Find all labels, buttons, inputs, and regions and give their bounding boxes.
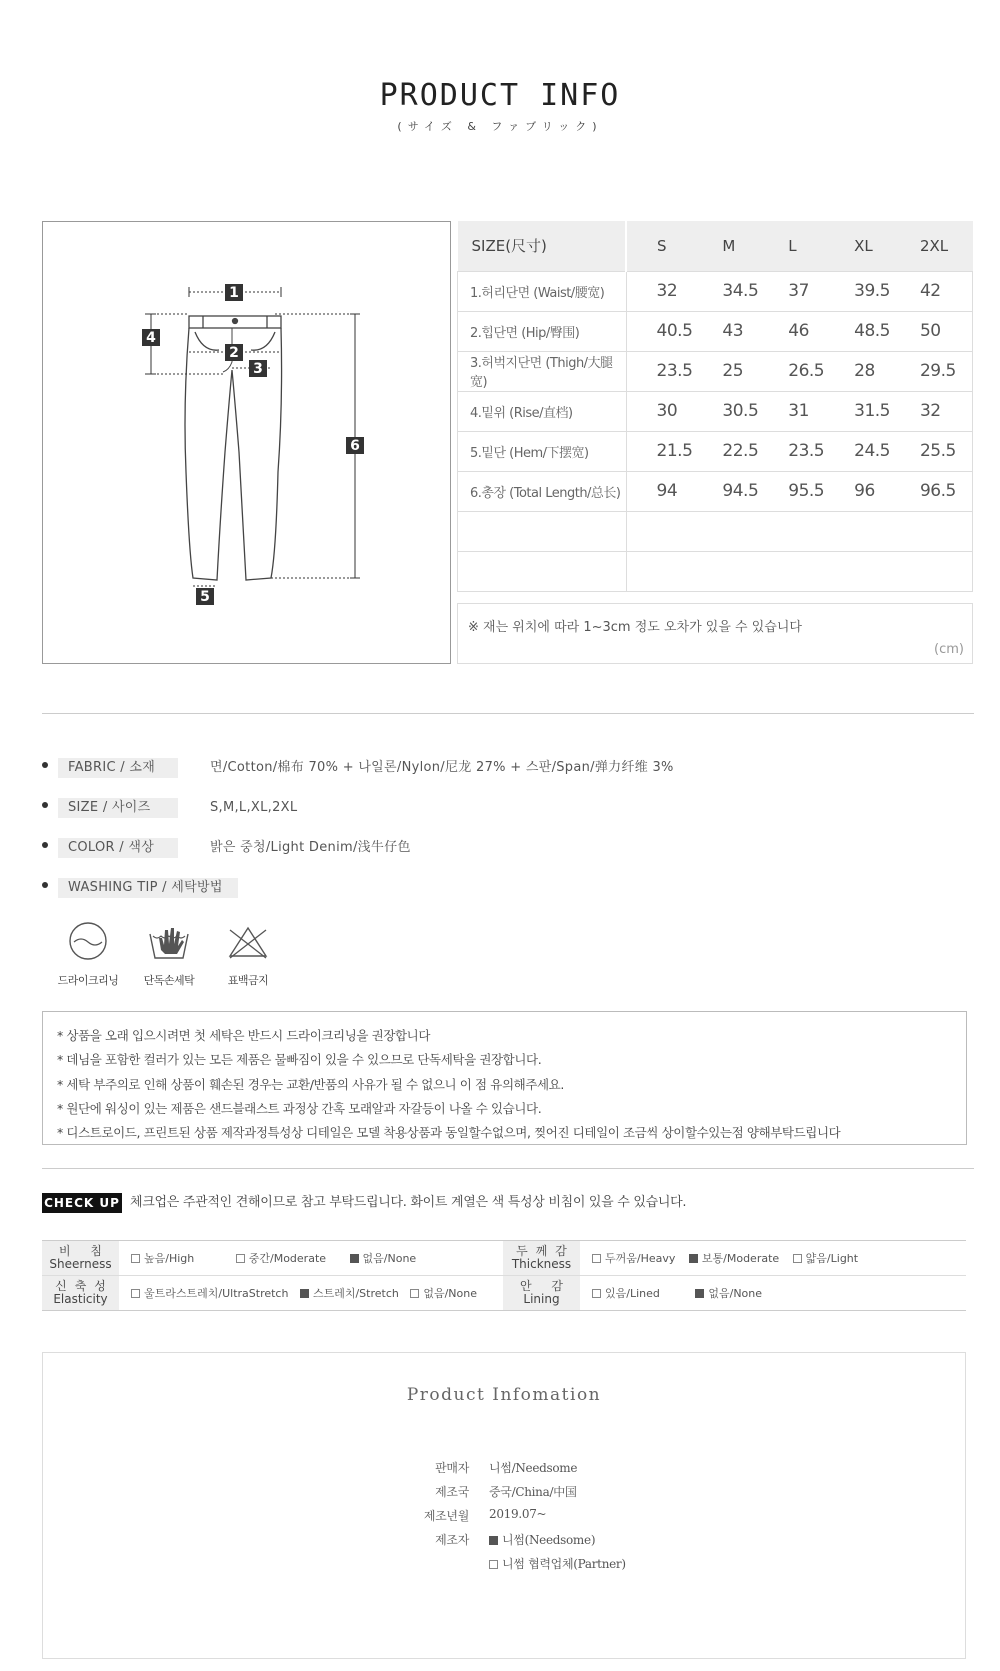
fabric-row (42, 758, 974, 778)
checkbox-icon (410, 1289, 419, 1298)
cell: 26.5 (758, 351, 824, 391)
size-header-xl: XL (824, 221, 890, 271)
wash-label: 표백금지 (227, 974, 269, 987)
elasticity-option-stretch: 스트레치/Stretch (300, 1285, 399, 1301)
table-row (42, 1276, 966, 1311)
checkbox-checked-icon (695, 1289, 704, 1298)
unit-label: (cm) (934, 642, 964, 657)
sheerness-en: Sheerness (49, 1257, 112, 1271)
hand-wash-icon (147, 920, 191, 962)
table-row-empty (458, 511, 973, 551)
table-row (458, 271, 973, 311)
checkbox-icon (489, 1560, 498, 1569)
checkbox-checked-icon (350, 1254, 359, 1263)
checkbox-icon (131, 1254, 140, 1263)
divider (42, 1168, 974, 1169)
sheerness-option-none: 없음/None (350, 1250, 417, 1266)
size-label: SIZE / 사이즈 (58, 798, 178, 818)
care-note: * 원단에 워싱이 있는 제품은 샌드블래스트 과정상 간혹 모래알과 자갈등이 나올 수 있습니다. (57, 1100, 542, 1116)
maker-row (43, 1531, 965, 1551)
page-subtitle: (サイズ & ファブリック) (397, 120, 603, 133)
fabric-value: 면/Cotton/棉布 70% + 나일론/Nylon/尼龙 27% + 스판/Span/弹力纤维 3% (210, 760, 674, 775)
cell: 24.5 (824, 431, 890, 471)
cell: 94 (626, 471, 692, 511)
checkup-text: 체크업은 주관적인 견해이므로 참고 부탁드립니다. 화이트 계열은 색 특성상 비침이 있을 수 있습니다. (130, 1195, 687, 1210)
thickness-options (580, 1241, 966, 1276)
color-label: COLOR / 색상 (58, 838, 178, 858)
marker-3 (249, 360, 267, 377)
country-value: 중국/China/中国 (489, 1485, 577, 1499)
checkbox-icon (131, 1289, 140, 1298)
cell: 94.5 (692, 471, 758, 511)
lining-ko: 안 감 (520, 1279, 571, 1293)
checkbox-icon (592, 1289, 601, 1298)
thickness-en: Thickness (511, 1257, 572, 1271)
cell: 96.5 (890, 471, 973, 511)
thickness-option-heavy: 두꺼움/Heavy (592, 1250, 675, 1266)
row-label: 4.밑위 (Rise/直档) (458, 391, 627, 431)
wash-item-no-bleach (208, 920, 288, 988)
care-notes-box (42, 1011, 967, 1145)
size-header-label: SIZE(尺寸) (458, 221, 627, 271)
thickness-header (503, 1241, 580, 1276)
elasticity-en: Elasticity (53, 1292, 108, 1306)
cell: 32 (890, 391, 973, 431)
cell: 40.5 (626, 311, 692, 351)
sheerness-header (42, 1241, 119, 1276)
left-pocket (195, 332, 219, 350)
elasticity-header (42, 1276, 119, 1311)
cell: 46 (758, 311, 824, 351)
marker-6 (346, 437, 364, 454)
seller-row (43, 1459, 965, 1479)
svg-text:6: 6 (350, 438, 360, 454)
country-row (43, 1483, 965, 1503)
table-row (458, 391, 973, 431)
row-label: 2.힙단면 (Hip/臀围) (458, 311, 627, 351)
size-header-l: L (758, 221, 824, 271)
marker-1 (225, 284, 243, 301)
elasticity-ko: 신축성 (55, 1279, 114, 1293)
size-table-header (458, 221, 973, 271)
washing-label: WASHING TIP / 세탁방법 (58, 878, 238, 898)
cell: 42 (890, 271, 973, 311)
wash-label: 드라이크리닝 (57, 974, 119, 987)
pants-illustration (43, 222, 452, 665)
care-note: * 상품을 오래 입으시려면 첫 세탁은 반드시 드라이크리닝을 권장합니다 (57, 1028, 431, 1043)
cell: 30.5 (692, 391, 758, 431)
checkbox-checked-icon (300, 1289, 309, 1298)
maker-value-1: 니썸(Needsome) (489, 1531, 595, 1548)
maker-key: 제조자 (435, 1533, 469, 1547)
checkup-badge: CHECK UP (42, 1193, 122, 1213)
svg-text:2: 2 (229, 345, 239, 361)
right-pocket (251, 332, 275, 350)
checkbox-icon (793, 1254, 802, 1263)
bullet-icon (42, 842, 48, 848)
size-header-2xl: 2XL (890, 221, 973, 271)
svg-text:3: 3 (253, 361, 263, 377)
product-information-box (42, 1352, 966, 1659)
cell: 28 (824, 351, 890, 391)
checkbox-checked-icon (489, 1536, 498, 1545)
measurement-note-text: ※ 재는 위치에 따라 1~3cm 정도 오차가 있을 수 있습니다 (468, 620, 802, 635)
lining-en: Lining (523, 1292, 560, 1306)
cell: 34.5 (692, 271, 758, 311)
svg-text:4: 4 (146, 330, 156, 346)
lining-options (580, 1276, 966, 1311)
cell: 39.5 (824, 271, 890, 311)
marker-4 (142, 329, 160, 346)
no-bleach-icon (226, 920, 270, 962)
sheerness-option-moderate: 중간/Moderate (236, 1250, 326, 1266)
elasticity-options (119, 1276, 503, 1311)
thickness-ko: 두께감 (516, 1244, 575, 1258)
size-header-m: M (692, 221, 758, 271)
sheerness-option-high: 높음/High (131, 1250, 194, 1266)
sheerness-ko: 비 침 (59, 1244, 110, 1258)
cell: 43 (692, 311, 758, 351)
wash-label: 단독손세탁 (143, 974, 195, 987)
cell: 23.5 (758, 431, 824, 471)
color-row (42, 838, 974, 858)
lining-option-none: 없음/None (695, 1285, 762, 1301)
seller-key: 판매자 (435, 1461, 469, 1475)
pants-diagram (42, 221, 451, 664)
table-row (42, 1241, 966, 1276)
checkbox-icon (592, 1254, 601, 1263)
cell: 96 (824, 471, 890, 511)
lining-option-lined: 있음/Lined (592, 1285, 660, 1301)
table-row (458, 351, 973, 391)
cell: 95.5 (758, 471, 824, 511)
cell: 25.5 (890, 431, 973, 471)
measurement-note (457, 603, 973, 664)
maker-value-2: 니썸 협력업체(Partner) (489, 1555, 626, 1572)
cell: 23.5 (626, 351, 692, 391)
elasticity-option-ultra: 울트라스트레치/UltraStretch (131, 1285, 288, 1301)
date-key: 제조년월 (423, 1509, 469, 1523)
color-value: 밝은 중청/Light Denim/浅牛仔色 (210, 840, 411, 855)
product-information-title: Product Infomation (406, 1385, 602, 1405)
country-key: 제조국 (435, 1485, 469, 1499)
wash-item-dry-clean (48, 920, 128, 988)
bullet-icon (42, 802, 48, 808)
dry-clean-icon (67, 920, 109, 962)
checkbox-checked-icon (689, 1254, 698, 1263)
cell: 32 (626, 271, 692, 311)
size-value: S,M,L,XL,2XL (210, 800, 298, 815)
marker-2 (225, 344, 243, 361)
washing-row (42, 878, 974, 898)
seller-value: 니썸/Needsome (489, 1461, 578, 1475)
fabric-label: FABRIC / 소재 (58, 758, 178, 778)
row-label: 3.허벅지단면 (Thigh/大腿宽) (458, 351, 627, 391)
thickness-option-moderate: 보통/Moderate (689, 1250, 779, 1266)
cell: 37 (758, 271, 824, 311)
size-row (42, 798, 974, 818)
table-row-empty (458, 551, 973, 591)
marker-5 (196, 588, 214, 605)
cell: 22.5 (692, 431, 758, 471)
cell: 31 (758, 391, 824, 431)
pants-outline (185, 328, 282, 580)
care-note: * 디스트로이드, 프린트된 상품 제작과정특성상 디테일은 모델 착용상품과 동일할수없으며, 찢어진 디테일이 조금씩 상이할수있는점 양해부탁드립니다 (57, 1125, 841, 1141)
checkup-table (42, 1240, 966, 1311)
care-note: * 데님을 포함한 컬러가 있는 모든 제품은 물빠짐이 있을 수 있으므로 단독세탁을 권장합니다. (57, 1052, 542, 1068)
cell: 21.5 (626, 431, 692, 471)
table-row (458, 471, 973, 511)
page-title: PRODUCT INFO (379, 78, 621, 113)
bullet-icon (42, 882, 48, 888)
row-label: 6.총장 (Total Length/总长) (458, 471, 627, 511)
table-row (458, 311, 973, 351)
cell: 29.5 (890, 351, 973, 391)
maker-row-2 (43, 1555, 965, 1575)
lining-header (503, 1276, 580, 1311)
cell: 50 (890, 311, 973, 351)
checkbox-icon (236, 1254, 245, 1263)
date-value: 2019.07~ (489, 1507, 547, 1521)
cell: 31.5 (824, 391, 890, 431)
table-row (458, 431, 973, 471)
care-note: * 세탁 부주의로 인해 상품이 훼손된 경우는 교환/반품의 사유가 될 수 없으니 이 점 유의해주세요. (57, 1076, 564, 1092)
elasticity-option-none: 없음/None (410, 1285, 477, 1301)
size-header-s: S (626, 221, 692, 271)
svg-text:1: 1 (229, 285, 239, 301)
date-row (43, 1507, 965, 1527)
cell: 25 (692, 351, 758, 391)
row-label: 1.허리단면 (Waist/腰宽) (458, 271, 627, 311)
divider (42, 713, 974, 714)
row-label: 5.밑단 (Hem/下摆宽) (458, 431, 627, 471)
cell: 30 (626, 391, 692, 431)
sheerness-options (119, 1241, 503, 1276)
wash-item-hand-wash (129, 920, 209, 988)
bullet-icon (42, 762, 48, 768)
size-table (457, 221, 973, 592)
thickness-option-light: 얇음/Light (793, 1250, 858, 1266)
cell: 48.5 (824, 311, 890, 351)
svg-text:5: 5 (200, 589, 210, 605)
